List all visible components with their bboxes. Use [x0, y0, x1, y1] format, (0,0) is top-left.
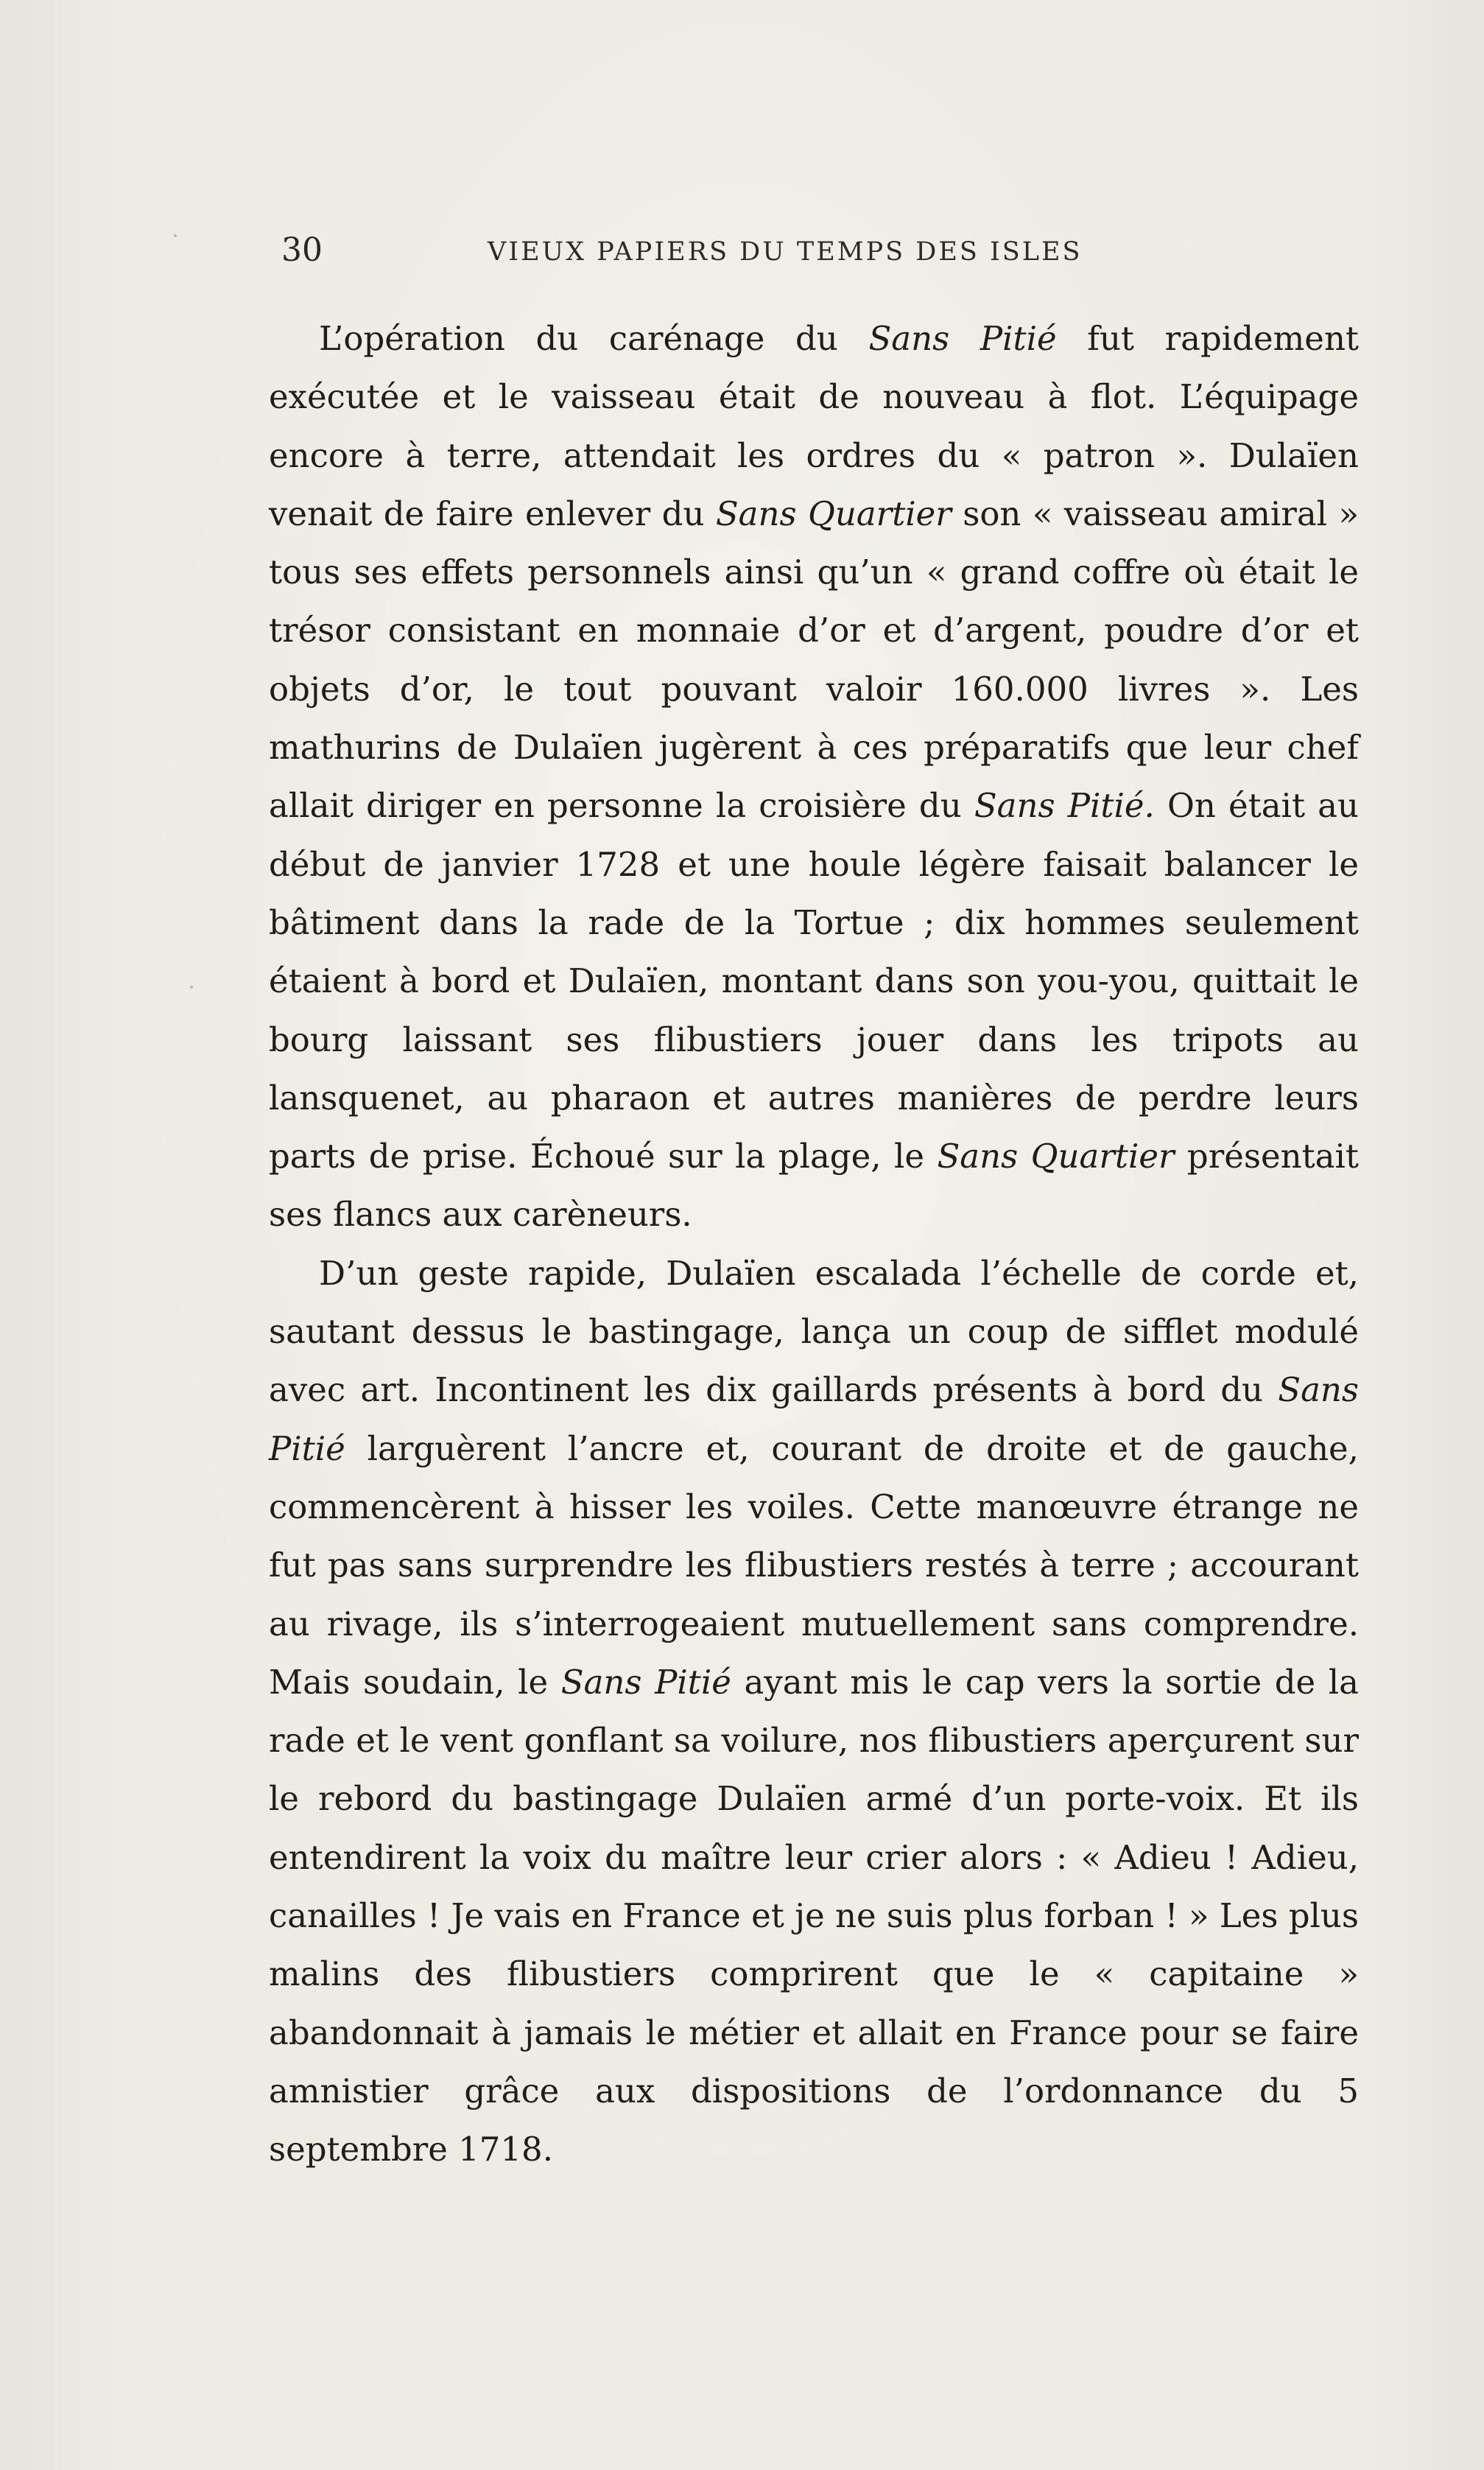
- ship-name: Sans Pitié: [269, 1370, 1359, 1468]
- page-number: 30: [281, 231, 323, 269]
- ship-name: Sans Pitié.: [974, 786, 1155, 826]
- paragraph: [269, 1244, 1359, 2179]
- text-segment: larguèrent l’ancre et, courant de droite et de gauche, commencèrent à hisser les voiles. Cette manœuvre étrange ne fut pas sans surprendre les flibustiers restés à terre ; accourant au rivage, ils s’interrogeaient mutuellement sans comprendre. Mais soudain, le: [269, 1428, 1359, 1702]
- running-head: VIEUX PAPIERS DU TEMPS DES ISLES: [488, 237, 1083, 267]
- text-segment: son « vaisseau amiral » tous ses effets personnels ainsi qu’un « grand coffre où était le trésor consistant en monnaie d’or et d’argent, poudre d’or et objets d’or, le tout pouvant valoir 160.000 livres ». Les mathurins de Dulaïen jugèrent à ces préparatifs que leur chef allait diriger en personne la croisière du: [269, 494, 1360, 826]
- page-header: [281, 228, 1364, 273]
- text-segment: fut rapidement exécutée et le vaisseau était de nouveau à flot. L’équipage encore à terre, attendait les ordres du « patron ». Dulaïen venait de faire enlever du: [269, 319, 1360, 533]
- text-segment: L’opération du carénage du: [319, 319, 869, 358]
- text-segment: On était au début de janvier 1728 et une houle légère faisait balancer le bâtiment dans la rade de la Tortue ; dix hommes seulement étaient à bord et Dulaïen, montant dans son you-you, quittait le bourg laissant ses flibustiers jouer dans les tripots au lansquenet, au pharaon et autres manières de perdre leurs parts de prise. Échoué sur la plage, le: [269, 786, 1359, 1176]
- text-segment: ayant mis le cap vers la sortie de la rade et le vent gonflant sa voilure, nos flibustiers aperçurent sur le rebord du bastingage Dulaïen armé d’un porte-voix. Et ils entendirent la voix du maître leur crier alors : « Adieu ! Adieu, canailles ! Je vais en France et je ne suis plus forban ! » Les plus malins des flibustiers comprirent que le « capitaine » abandonnait à jamais le métier et allait en France pour se faire amnistier grâce aux dispositions de l’ordonnance du 5 septembre 1718.: [269, 1662, 1360, 2169]
- paper-speck: [174, 234, 177, 237]
- ship-name: Sans Quartier: [937, 1137, 1175, 1176]
- ship-name: Sans Pitié: [868, 319, 1057, 358]
- ship-name: Sans Pitié: [560, 1662, 731, 1702]
- paragraph: [269, 309, 1359, 1244]
- text-segment: présentait ses flancs aux carèneurs.: [269, 1137, 1359, 1235]
- ship-name: Sans Quartier: [715, 494, 952, 533]
- paper-speck: [190, 986, 193, 989]
- body-text: [269, 309, 1359, 2179]
- text-segment: D’un geste rapide, Dulaïen escalada l’échelle de corde et, sautant dessus le bastingage, lança un coup de sifflet modulé avec art. Incontinent les dix gaillards présents à bord du: [269, 1253, 1359, 1410]
